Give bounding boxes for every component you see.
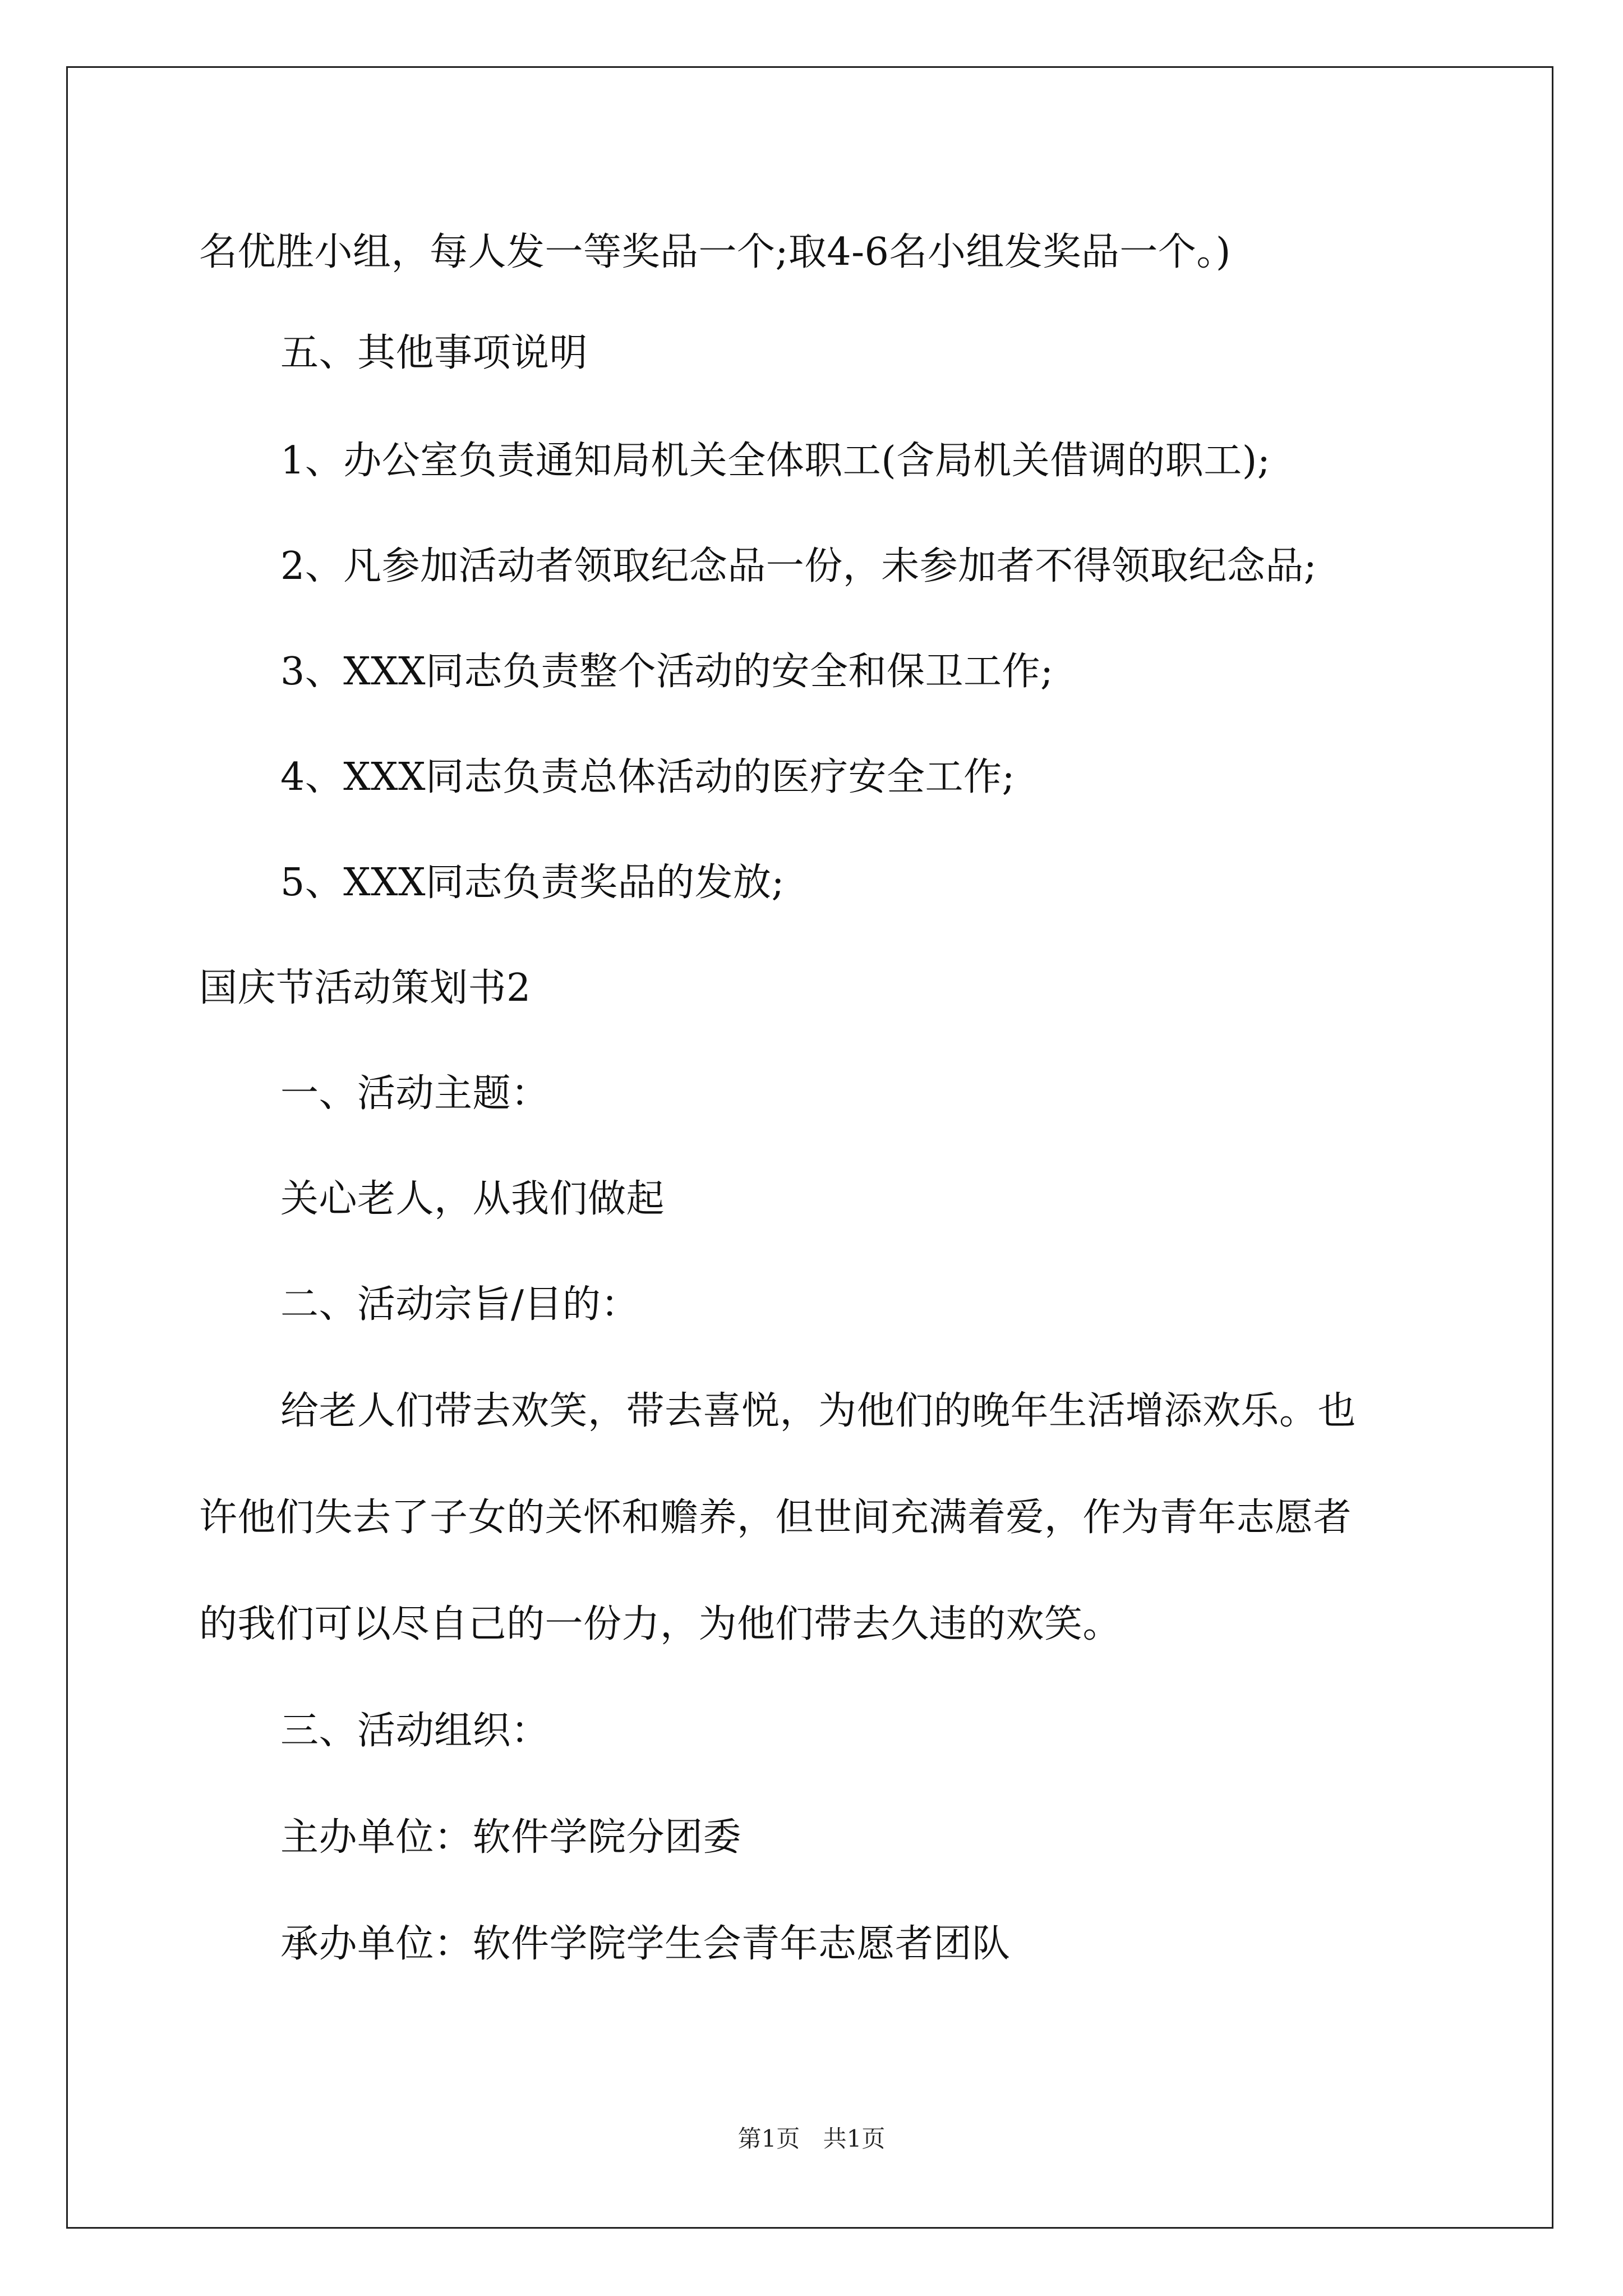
section-heading-organization: 三、活动组织： [280, 1709, 550, 1753]
purpose-paragraph-line-3: 的我们可以尽自己的一份力，为他们带去久违的欢笑。 [199, 1602, 1122, 1646]
list-item-3: 3、XXX同志负责整个活动的安全和保卫工作; [280, 650, 1054, 694]
list-item-4: 4、XXX同志负责总体活动的医疗安全工作; [280, 755, 1015, 799]
document-subtitle: 国庆节活动策划书2 [199, 966, 531, 1010]
organizer-text: 主办单位：软件学院分团委 [280, 1815, 742, 1860]
purpose-paragraph-line-1: 给老人们带去欢笑，带去喜悦，为他们的晚年生活增添欢乐。也 [280, 1389, 1357, 1433]
page-number: 第1页 [737, 2125, 800, 2152]
page-footer [0, 2125, 1623, 2153]
list-item-1: 1、办公室负责通知局机关全体职工(含局机关借调的职工); [280, 439, 1271, 483]
list-item-5: 5、XXX同志负责奖品的发放; [280, 861, 785, 905]
theme-text: 关心老人，从我们做起 [280, 1177, 665, 1221]
purpose-paragraph-line-2: 许他们失去了子女的关怀和赡养，但世间充满着爱，作为青年志愿者 [199, 1496, 1352, 1540]
list-item-2: 2、凡参加活动者领取纪念品一份，未参加者不得领取纪念品; [280, 544, 1317, 588]
page-total: 共1页 [823, 2125, 886, 2152]
section-heading-theme: 一、活动主题： [280, 1071, 550, 1116]
section-heading-other-matters: 五、其他事项说明 [280, 331, 588, 375]
section-heading-purpose: 二、活动宗旨/目的： [280, 1282, 639, 1327]
co-organizer-text: 承办单位：软件学院学生会青年志愿者团队 [280, 1922, 1011, 1966]
page-border [66, 66, 1553, 2229]
text-line-continuation: 名优胜小组，每人发一等奖品一个;取4-6名小组发奖品一个。) [199, 230, 1231, 274]
